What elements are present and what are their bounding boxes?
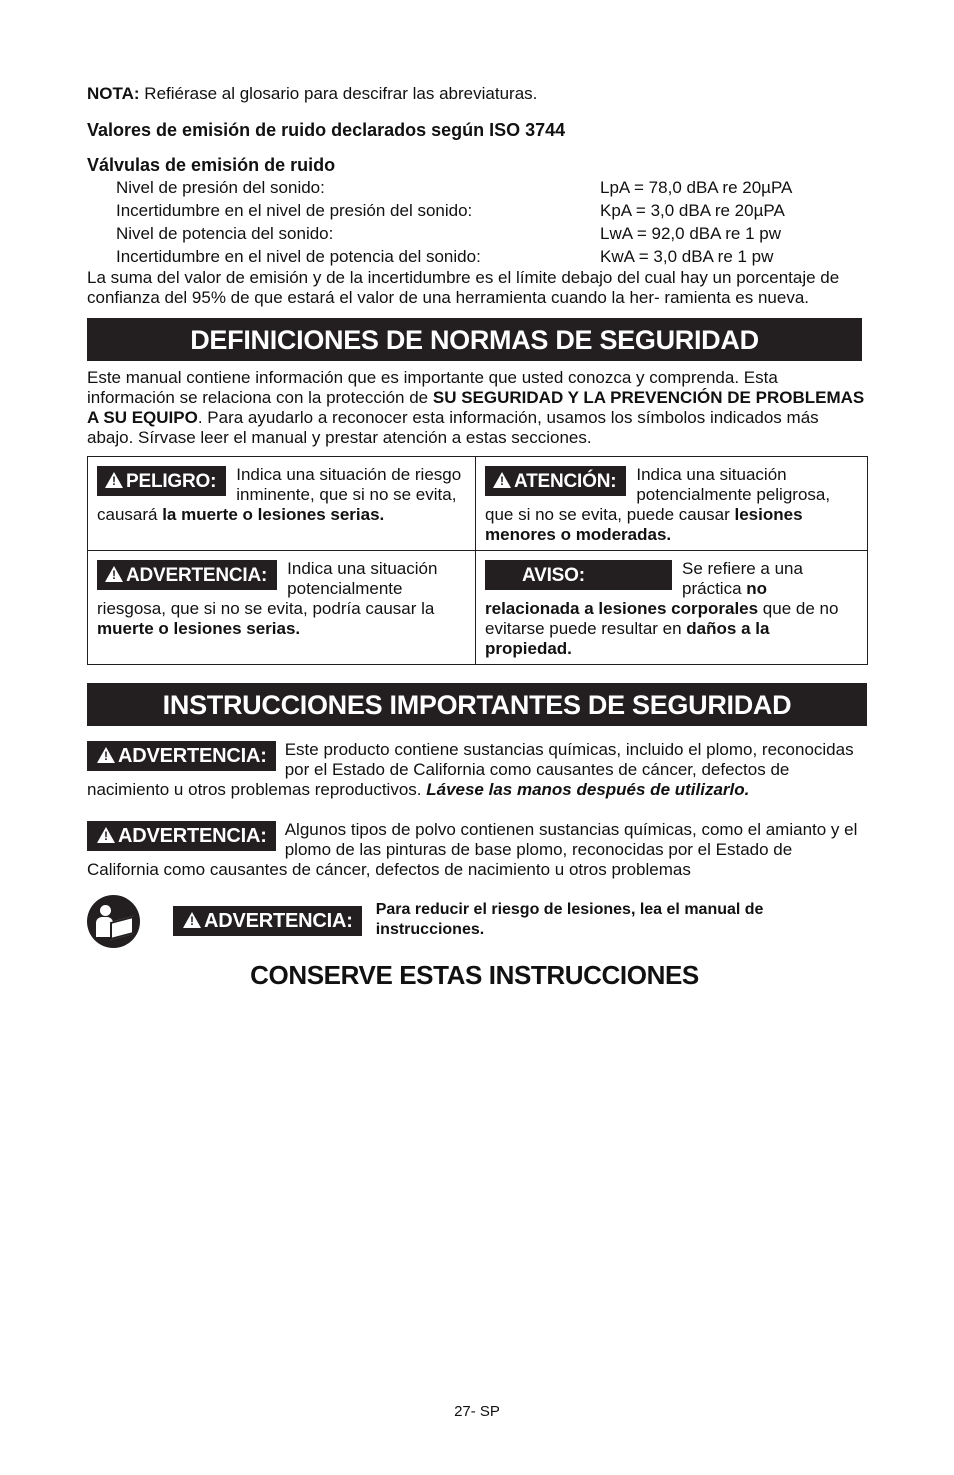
noise-row xyxy=(116,222,867,245)
atencion-label xyxy=(485,466,626,496)
page-number: 27- SP xyxy=(454,1403,500,1420)
warning-triangle-icon xyxy=(493,472,511,488)
warning-chemicals-lead xyxy=(87,740,867,800)
noise-label: Nivel de presión del sonido: xyxy=(116,178,325,197)
advertencia-bold: muerte o lesiones serias. xyxy=(97,619,301,638)
noise-value: LwA = 92,0 dBA re 1 pw xyxy=(600,224,781,243)
advertencia-text: Indica una situación potencialmente riesgosa, que si no se evita, podría causar la xyxy=(97,559,438,618)
noise-label: Incertidumbre en el nivel de potencia del sonido: xyxy=(116,247,481,266)
aviso-cell xyxy=(475,550,867,664)
advertencia-label xyxy=(87,741,276,771)
atencion-text: Indica una situación potencialmente peligrosa, que si no se evita, puede causar xyxy=(485,465,831,524)
important-instructions-banner: INSTRUCCIONES IMPORTANTES DE SEGURIDAD xyxy=(87,683,867,726)
advertencia-cell xyxy=(88,550,475,664)
noise-label: Nivel de potencia del sonido: xyxy=(116,224,334,243)
intro-bold: SU SEGURIDAD Y LA PREVENCIÓN DE PROBLEMAS A SU EQUIPO xyxy=(87,388,865,427)
advertencia-label xyxy=(173,906,362,936)
advertencia-label xyxy=(97,560,277,590)
advertencia-label-text: ADVERTENCIA: xyxy=(126,565,268,586)
advertencia-label-text: ADVERTENCIA: xyxy=(118,825,267,847)
warning-read-manual xyxy=(87,895,867,948)
noise-value: KpA = 3,0 dBA re 20µPA xyxy=(600,201,785,220)
warning-triangle-icon xyxy=(183,912,201,928)
advertencia-label-text: ADVERTENCIA: xyxy=(118,745,267,767)
warning-bold-italic: Lávese las manos después de utilizarlo. xyxy=(426,780,750,799)
warning-dust xyxy=(87,820,867,880)
advertencia-label-text: ADVERTENCIA: xyxy=(204,910,353,932)
manual-page xyxy=(87,84,867,990)
conserve-heading: CONSERVE ESTAS INSTRUCCIONES xyxy=(250,960,699,990)
peligro-text: Indica una situación de riesgo inminente, que si no se evita, causará xyxy=(97,465,462,524)
warning-triangle-icon xyxy=(97,747,115,763)
aviso-label: AVISO: xyxy=(485,560,672,590)
noise-row xyxy=(116,176,867,199)
aviso-text-2: que de no evitarse puede resultar en xyxy=(485,599,839,638)
noise-row xyxy=(116,245,867,268)
read-manual-text: Para reducir el riesgo de lesiones, lea el manual de instrucciones. xyxy=(375,901,764,938)
peligro-label-text: PELIGRO: xyxy=(126,471,217,492)
advertencia-label xyxy=(87,821,276,851)
peligro-cell xyxy=(88,457,475,550)
atencion-bold: lesiones menores o moderadas. xyxy=(485,505,803,544)
peligro-bold: la muerte o lesiones serias. xyxy=(162,505,385,524)
noise-value: KwA = 3,0 dBA re 1 pw xyxy=(600,247,774,266)
warning-triangle-icon xyxy=(105,472,123,488)
warning-triangle-icon xyxy=(97,827,115,843)
aviso-text: Se refiere a una práctica xyxy=(682,559,803,598)
intro-text: Este manual contiene información que es importante que usted conozca y comprenda. Esta información se relaciona con la protección de xyxy=(87,368,778,407)
peligro-label xyxy=(97,466,226,496)
warning-triangle-icon xyxy=(105,566,123,582)
aviso-bold: no relacionada a lesiones corporales xyxy=(485,579,768,618)
noise-row xyxy=(116,199,867,222)
warning-text: Algunos tipos de polvo contienen sustancias químicas, como el amianto y el plomo de las pinturas de base plomo, reconocidas por el Estado de California como causantes de cáncer, defectos de nacimiento u otros problemas xyxy=(87,820,858,879)
noise-label: Incertidumbre en el nivel de presión del sonido: xyxy=(116,201,473,220)
signal-word-grid xyxy=(87,456,868,665)
intro-text-end: . Para ayudarlo a reconocer esta información, usamos los símbolos indicados más abajo. Sírvase leer el manual y prestar atención a estas secciones. xyxy=(87,408,819,447)
noise-values-table xyxy=(87,176,867,268)
nota-text: Refiérase al glosario para descifrar las abreviaturas. xyxy=(144,84,538,103)
noise-subheading: Válvulas de emisión de ruido xyxy=(87,155,336,175)
definitions-intro xyxy=(87,368,867,448)
nota-line xyxy=(87,84,867,104)
atencion-label-text: ATENCIÓN: xyxy=(514,471,617,492)
read-manual-icon xyxy=(87,895,140,948)
noise-note: La suma del valor de emisión y de la incertidumbre es el límite debajo del cual hay un porcentaje de confianza del 95% de que estará el valor de una herramienta cuando la her- ramienta es nueva. xyxy=(87,268,840,307)
noise-heading: Valores de emisión de ruido declarados según ISO 3744 xyxy=(87,120,566,140)
atencion-cell xyxy=(475,457,867,550)
nota-label: NOTA: xyxy=(87,84,140,103)
safety-definitions-banner: DEFINICIONES DE NORMAS DE SEGURIDAD xyxy=(87,318,862,361)
warning-text: Este producto contiene sustancias químicas, incluido el plomo, reconocidas por el Estado de California como causantes de cáncer, defectos de nacimiento u otros problemas reproductivos. xyxy=(87,740,854,799)
noise-value: LpA = 78,0 dBA re 20µPA xyxy=(600,178,793,197)
aviso-bold-2: daños a la propiedad. xyxy=(485,619,770,658)
